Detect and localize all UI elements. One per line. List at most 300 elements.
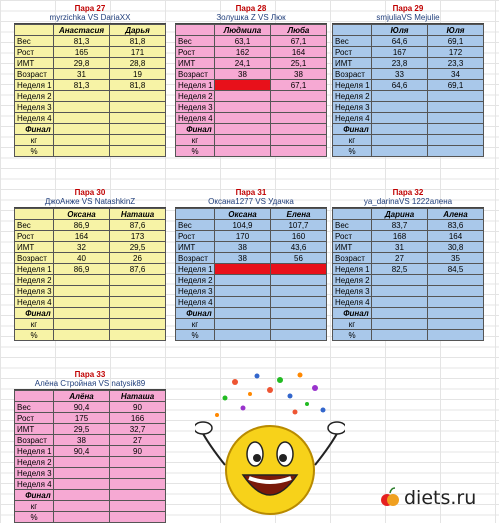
final-row-label: кг bbox=[15, 135, 54, 146]
row-label: Неделя 3 bbox=[15, 102, 54, 113]
row-label: ИМТ bbox=[333, 242, 372, 253]
table-row bbox=[15, 424, 166, 435]
value-cell[interactable] bbox=[110, 124, 166, 135]
table-row bbox=[15, 468, 166, 479]
row-label: Неделя 1 bbox=[15, 446, 54, 457]
value-cell[interactable]: 29,8 bbox=[54, 58, 110, 69]
row-label: Неделя 4 bbox=[333, 113, 372, 124]
value-cell[interactable] bbox=[428, 91, 484, 102]
final-row-label: Финал bbox=[176, 124, 215, 135]
header-empty-cell bbox=[15, 25, 54, 36]
final-row bbox=[15, 501, 166, 512]
value-cell[interactable] bbox=[110, 297, 166, 308]
table-header-row bbox=[176, 25, 327, 36]
value-cell[interactable] bbox=[428, 102, 484, 113]
value-cell[interactable]: 38 bbox=[54, 435, 110, 446]
value-cell[interactable] bbox=[271, 124, 327, 135]
value-cell[interactable] bbox=[54, 124, 110, 135]
value-cell[interactable]: 29,5 bbox=[110, 242, 166, 253]
header-empty-cell bbox=[333, 209, 372, 220]
value-cell[interactable] bbox=[271, 135, 327, 146]
table-header-row bbox=[333, 25, 484, 36]
value-cell[interactable]: 86,9 bbox=[54, 220, 110, 231]
value-cell[interactable] bbox=[215, 264, 271, 275]
row-label: Возраст bbox=[176, 253, 215, 264]
value-cell[interactable] bbox=[54, 135, 110, 146]
value-cell[interactable]: 167 bbox=[372, 47, 428, 58]
row-label: Неделя 2 bbox=[15, 275, 54, 286]
participant-name[interactable]: Дарья bbox=[110, 25, 166, 36]
value-cell[interactable] bbox=[372, 124, 428, 135]
value-cell[interactable]: 90,4 bbox=[54, 446, 110, 457]
final-row-label: кг bbox=[15, 319, 54, 330]
row-label: Неделя 3 bbox=[15, 286, 54, 297]
value-cell[interactable] bbox=[54, 468, 110, 479]
value-cell[interactable]: 69,1 bbox=[428, 36, 484, 47]
value-cell[interactable]: 63,1 bbox=[215, 36, 271, 47]
value-cell[interactable]: 33 bbox=[372, 69, 428, 80]
value-cell[interactable]: 164 bbox=[428, 231, 484, 242]
participant-name[interactable]: Юля bbox=[372, 25, 428, 36]
table-row bbox=[333, 113, 484, 124]
pair-title: Пара 29 bbox=[392, 4, 424, 13]
value-cell[interactable] bbox=[372, 308, 428, 319]
header-empty-cell bbox=[333, 25, 372, 36]
value-cell[interactable] bbox=[372, 297, 428, 308]
table-header-row bbox=[15, 25, 166, 36]
value-cell[interactable] bbox=[110, 135, 166, 146]
value-cell[interactable] bbox=[110, 501, 166, 512]
value-cell[interactable] bbox=[110, 286, 166, 297]
value-cell[interactable]: 31 bbox=[372, 242, 428, 253]
logo-text: diets.ru bbox=[404, 487, 477, 509]
value-cell[interactable]: 168 bbox=[372, 231, 428, 242]
value-cell[interactable] bbox=[215, 91, 271, 102]
value-cell[interactable] bbox=[215, 308, 271, 319]
value-cell[interactable] bbox=[110, 319, 166, 330]
row-label: Неделя 3 bbox=[333, 286, 372, 297]
row-label: ИМТ bbox=[333, 58, 372, 69]
value-cell[interactable] bbox=[271, 102, 327, 113]
value-cell[interactable]: 164 bbox=[54, 231, 110, 242]
pair-title: Пара 33 bbox=[74, 370, 106, 379]
row-label: ИМТ bbox=[176, 58, 215, 69]
value-cell[interactable] bbox=[372, 275, 428, 286]
table-row bbox=[333, 36, 484, 47]
row-label: Вес bbox=[176, 220, 215, 231]
value-cell[interactable]: 83,7 bbox=[372, 220, 428, 231]
pair-participants: myrzichka VS DariaXX bbox=[14, 13, 166, 24]
table-row bbox=[176, 58, 327, 69]
row-label: Возраст bbox=[15, 253, 54, 264]
pair-title: Пара 30 bbox=[74, 188, 106, 197]
value-cell[interactable] bbox=[54, 286, 110, 297]
value-cell[interactable] bbox=[271, 308, 327, 319]
value-cell[interactable]: 90 bbox=[110, 402, 166, 413]
value-cell[interactable]: 87,6 bbox=[110, 220, 166, 231]
value-cell[interactable] bbox=[372, 330, 428, 341]
value-cell[interactable] bbox=[271, 146, 327, 157]
value-cell[interactable]: 19 bbox=[110, 69, 166, 80]
table-row bbox=[333, 80, 484, 91]
value-cell[interactable] bbox=[428, 275, 484, 286]
participant-name[interactable]: Анастасия bbox=[54, 25, 110, 36]
final-row bbox=[15, 124, 166, 135]
participant-name[interactable]: Наташа bbox=[110, 391, 166, 402]
pair-block bbox=[175, 188, 327, 341]
row-label: Рост bbox=[333, 47, 372, 58]
value-cell[interactable] bbox=[54, 490, 110, 501]
value-cell[interactable]: 160 bbox=[271, 231, 327, 242]
table-row bbox=[176, 102, 327, 113]
row-label: Рост bbox=[15, 413, 54, 424]
header-empty-cell bbox=[176, 209, 215, 220]
value-cell[interactable] bbox=[54, 102, 110, 113]
value-cell[interactable] bbox=[428, 135, 484, 146]
table-row bbox=[333, 47, 484, 58]
final-row bbox=[333, 319, 484, 330]
value-cell[interactable]: 38 bbox=[215, 242, 271, 253]
pair-participants: ДжоАнже VS NatashkinZ bbox=[14, 197, 166, 208]
value-cell[interactable] bbox=[54, 91, 110, 102]
participant-name[interactable]: Люба bbox=[271, 25, 327, 36]
value-cell[interactable] bbox=[54, 501, 110, 512]
final-row-label: % bbox=[333, 146, 372, 157]
value-cell[interactable] bbox=[215, 102, 271, 113]
participant-name[interactable]: Оксана bbox=[215, 209, 271, 220]
final-row bbox=[176, 124, 327, 135]
value-cell[interactable]: 82,5 bbox=[372, 264, 428, 275]
value-cell[interactable] bbox=[428, 113, 484, 124]
value-cell[interactable] bbox=[54, 330, 110, 341]
value-cell[interactable]: 25,1 bbox=[271, 58, 327, 69]
value-cell[interactable] bbox=[372, 91, 428, 102]
final-row-label: % bbox=[333, 330, 372, 341]
row-label: Возраст bbox=[176, 69, 215, 80]
value-cell[interactable] bbox=[271, 113, 327, 124]
final-row bbox=[15, 490, 166, 501]
value-cell[interactable] bbox=[372, 286, 428, 297]
value-cell[interactable]: 27 bbox=[372, 253, 428, 264]
row-label: Неделя 2 bbox=[333, 275, 372, 286]
value-cell[interactable] bbox=[271, 275, 327, 286]
value-cell[interactable] bbox=[54, 512, 110, 523]
table-row bbox=[333, 286, 484, 297]
value-cell[interactable] bbox=[215, 297, 271, 308]
table-row bbox=[15, 479, 166, 490]
table-row bbox=[176, 286, 327, 297]
final-row bbox=[15, 146, 166, 157]
value-cell[interactable]: 162 bbox=[215, 47, 271, 58]
pair-block bbox=[175, 4, 327, 157]
value-cell[interactable] bbox=[54, 297, 110, 308]
final-row-label: Финал bbox=[15, 124, 54, 135]
value-cell[interactable] bbox=[110, 275, 166, 286]
table-row bbox=[176, 231, 327, 242]
table-row bbox=[15, 113, 166, 124]
value-cell[interactable]: 26 bbox=[110, 253, 166, 264]
value-cell[interactable] bbox=[372, 146, 428, 157]
row-label: ИМТ bbox=[176, 242, 215, 253]
value-cell[interactable]: 56 bbox=[271, 253, 327, 264]
value-cell[interactable]: 172 bbox=[428, 47, 484, 58]
pair-table bbox=[332, 208, 484, 341]
value-cell[interactable] bbox=[215, 124, 271, 135]
value-cell[interactable]: 69,1 bbox=[428, 80, 484, 91]
pair-block bbox=[332, 188, 484, 341]
table-row bbox=[333, 297, 484, 308]
table-row bbox=[333, 69, 484, 80]
value-cell[interactable]: 32,7 bbox=[110, 424, 166, 435]
value-cell[interactable]: 40 bbox=[54, 253, 110, 264]
participant-name[interactable]: Алёна bbox=[54, 391, 110, 402]
table-row bbox=[176, 113, 327, 124]
diets-logo[interactable] bbox=[380, 484, 496, 512]
table-row bbox=[176, 220, 327, 231]
value-cell[interactable]: 38 bbox=[271, 69, 327, 80]
row-label: ИМТ bbox=[15, 242, 54, 253]
final-row bbox=[176, 330, 327, 341]
table-row bbox=[15, 286, 166, 297]
row-label: Неделя 2 bbox=[15, 457, 54, 468]
value-cell[interactable]: 38 bbox=[215, 69, 271, 80]
value-cell[interactable] bbox=[215, 319, 271, 330]
value-cell[interactable] bbox=[271, 91, 327, 102]
participant-name[interactable]: Наташа bbox=[110, 209, 166, 220]
value-cell[interactable]: 31 bbox=[54, 69, 110, 80]
value-cell[interactable]: 27 bbox=[110, 435, 166, 446]
pair-block bbox=[14, 370, 166, 523]
table-row bbox=[15, 413, 166, 424]
row-label: Возраст bbox=[15, 435, 54, 446]
value-cell[interactable] bbox=[372, 113, 428, 124]
value-cell[interactable]: 23,8 bbox=[372, 58, 428, 69]
table-row bbox=[15, 402, 166, 413]
table-row bbox=[333, 275, 484, 286]
value-cell[interactable] bbox=[54, 113, 110, 124]
value-cell[interactable] bbox=[54, 319, 110, 330]
value-cell[interactable] bbox=[215, 80, 271, 91]
final-row bbox=[15, 135, 166, 146]
value-cell[interactable]: 173 bbox=[110, 231, 166, 242]
pair-table bbox=[332, 24, 484, 157]
pair-participants: Оксана1277 VS Удачка bbox=[175, 197, 327, 208]
value-cell[interactable]: 24,1 bbox=[215, 58, 271, 69]
table-row bbox=[15, 80, 166, 91]
value-cell[interactable] bbox=[215, 113, 271, 124]
value-cell[interactable]: 165 bbox=[54, 47, 110, 58]
final-row-label: кг bbox=[176, 319, 215, 330]
value-cell[interactable]: 67,1 bbox=[271, 36, 327, 47]
value-cell[interactable]: 107,7 bbox=[271, 220, 327, 231]
table-header-row bbox=[176, 209, 327, 220]
value-cell[interactable] bbox=[428, 319, 484, 330]
table-row bbox=[15, 446, 166, 457]
value-cell[interactable] bbox=[54, 146, 110, 157]
value-cell[interactable] bbox=[372, 319, 428, 330]
value-cell[interactable] bbox=[54, 275, 110, 286]
value-cell[interactable]: 81,8 bbox=[110, 36, 166, 47]
value-cell[interactable] bbox=[215, 135, 271, 146]
value-cell[interactable]: 175 bbox=[54, 413, 110, 424]
final-row-label: % bbox=[15, 146, 54, 157]
participant-name[interactable]: Дарина bbox=[372, 209, 428, 220]
final-row bbox=[176, 135, 327, 146]
row-label: Неделя 2 bbox=[176, 275, 215, 286]
value-cell[interactable] bbox=[271, 319, 327, 330]
value-cell[interactable]: 30,8 bbox=[428, 242, 484, 253]
value-cell[interactable]: 170 bbox=[215, 231, 271, 242]
value-cell[interactable] bbox=[110, 91, 166, 102]
value-cell[interactable]: 38 bbox=[215, 253, 271, 264]
pair-block bbox=[14, 188, 166, 341]
value-cell[interactable] bbox=[428, 297, 484, 308]
value-cell[interactable]: 64,6 bbox=[372, 80, 428, 91]
table-row bbox=[15, 91, 166, 102]
table-row bbox=[176, 297, 327, 308]
value-cell[interactable] bbox=[428, 146, 484, 157]
value-cell[interactable] bbox=[110, 457, 166, 468]
value-cell[interactable] bbox=[428, 308, 484, 319]
value-cell[interactable] bbox=[428, 286, 484, 297]
value-cell[interactable]: 23,3 bbox=[428, 58, 484, 69]
row-label: Возраст bbox=[333, 69, 372, 80]
value-cell[interactable] bbox=[372, 102, 428, 113]
table-row bbox=[15, 435, 166, 446]
row-label: Неделя 1 bbox=[176, 80, 215, 91]
final-row-label: Финал bbox=[333, 124, 372, 135]
value-cell[interactable] bbox=[110, 512, 166, 523]
pair-participants: ya_darinaVS 1222алена bbox=[332, 197, 484, 208]
table-row bbox=[176, 47, 327, 58]
value-cell[interactable]: 164 bbox=[271, 47, 327, 58]
table-row bbox=[176, 275, 327, 286]
value-cell[interactable] bbox=[110, 113, 166, 124]
participant-name[interactable]: Оксана bbox=[54, 209, 110, 220]
value-cell[interactable] bbox=[271, 330, 327, 341]
value-cell[interactable]: 67,1 bbox=[271, 80, 327, 91]
value-cell[interactable] bbox=[271, 286, 327, 297]
table-row bbox=[333, 91, 484, 102]
table-row bbox=[176, 264, 327, 275]
table-row bbox=[15, 253, 166, 264]
table-row bbox=[15, 242, 166, 253]
row-label: Неделя 1 bbox=[176, 264, 215, 275]
table-row bbox=[15, 275, 166, 286]
value-cell[interactable] bbox=[110, 468, 166, 479]
pair-participants: smjuliaVS Mejulie bbox=[332, 13, 484, 24]
row-label: Неделя 2 bbox=[333, 91, 372, 102]
smiley-emoji-icon bbox=[195, 370, 345, 520]
value-cell[interactable] bbox=[428, 124, 484, 135]
value-cell[interactable]: 90,4 bbox=[54, 402, 110, 413]
value-cell[interactable]: 29,5 bbox=[54, 424, 110, 435]
row-label: Неделя 2 bbox=[176, 91, 215, 102]
table-header-row bbox=[15, 391, 166, 402]
value-cell[interactable]: 104,9 bbox=[215, 220, 271, 231]
final-row-label: % bbox=[15, 330, 54, 341]
value-cell[interactable] bbox=[215, 330, 271, 341]
participant-name[interactable]: Юля bbox=[428, 25, 484, 36]
value-cell[interactable]: 83,6 bbox=[428, 220, 484, 231]
final-row-label: % bbox=[15, 512, 54, 523]
value-cell[interactable]: 90 bbox=[110, 446, 166, 457]
value-cell[interactable]: 86,9 bbox=[54, 264, 110, 275]
row-label: ИМТ bbox=[15, 424, 54, 435]
value-cell[interactable]: 32 bbox=[54, 242, 110, 253]
value-cell[interactable]: 84,5 bbox=[428, 264, 484, 275]
pair-table bbox=[14, 390, 166, 523]
value-cell[interactable]: 81,3 bbox=[54, 36, 110, 47]
value-cell[interactable]: 81,3 bbox=[54, 80, 110, 91]
value-cell[interactable]: 171 bbox=[110, 47, 166, 58]
participant-name[interactable]: Людмила bbox=[215, 25, 271, 36]
value-cell[interactable]: 166 bbox=[110, 413, 166, 424]
value-cell[interactable] bbox=[110, 308, 166, 319]
row-label: Вес bbox=[15, 36, 54, 47]
value-cell[interactable] bbox=[110, 479, 166, 490]
value-cell[interactable]: 43,6 bbox=[271, 242, 327, 253]
value-cell[interactable] bbox=[110, 490, 166, 501]
table-row bbox=[176, 69, 327, 80]
participant-name[interactable]: Алена bbox=[428, 209, 484, 220]
value-cell[interactable] bbox=[215, 146, 271, 157]
participant-name[interactable]: Елена bbox=[271, 209, 327, 220]
final-row bbox=[333, 146, 484, 157]
value-cell[interactable]: 81,8 bbox=[110, 80, 166, 91]
pair-block bbox=[14, 4, 166, 157]
final-row bbox=[176, 308, 327, 319]
table-row bbox=[15, 47, 166, 58]
row-label: Неделя 3 bbox=[176, 286, 215, 297]
row-label: Неделя 3 bbox=[176, 102, 215, 113]
pair-table bbox=[14, 208, 166, 341]
value-cell[interactable] bbox=[215, 275, 271, 286]
value-cell[interactable] bbox=[271, 264, 327, 275]
row-label: Рост bbox=[15, 47, 54, 58]
value-cell[interactable] bbox=[215, 286, 271, 297]
final-row-label: Финал bbox=[15, 490, 54, 501]
table-row bbox=[15, 231, 166, 242]
row-label: Вес bbox=[15, 220, 54, 231]
table-row bbox=[333, 231, 484, 242]
row-label: Неделя 1 bbox=[15, 264, 54, 275]
row-label: Рост bbox=[15, 231, 54, 242]
final-row-label: Финал bbox=[15, 308, 54, 319]
value-cell[interactable]: 64,6 bbox=[372, 36, 428, 47]
value-cell[interactable] bbox=[54, 457, 110, 468]
value-cell[interactable] bbox=[110, 330, 166, 341]
value-cell[interactable] bbox=[54, 479, 110, 490]
value-cell[interactable] bbox=[428, 330, 484, 341]
table-row bbox=[333, 102, 484, 113]
value-cell[interactable] bbox=[54, 308, 110, 319]
value-cell[interactable] bbox=[271, 297, 327, 308]
value-cell[interactable] bbox=[372, 135, 428, 146]
value-cell[interactable]: 87,6 bbox=[110, 264, 166, 275]
value-cell[interactable]: 28,8 bbox=[110, 58, 166, 69]
value-cell[interactable]: 34 bbox=[428, 69, 484, 80]
value-cell[interactable] bbox=[110, 102, 166, 113]
value-cell[interactable] bbox=[110, 146, 166, 157]
row-label: Неделя 4 bbox=[176, 113, 215, 124]
value-cell[interactable]: 35 bbox=[428, 253, 484, 264]
row-label: Неделя 4 bbox=[15, 479, 54, 490]
final-row bbox=[176, 146, 327, 157]
header-empty-cell bbox=[15, 209, 54, 220]
pair-participants: Алёна Стройная VS natysik89 bbox=[14, 379, 166, 390]
row-label: Неделя 4 bbox=[15, 113, 54, 124]
